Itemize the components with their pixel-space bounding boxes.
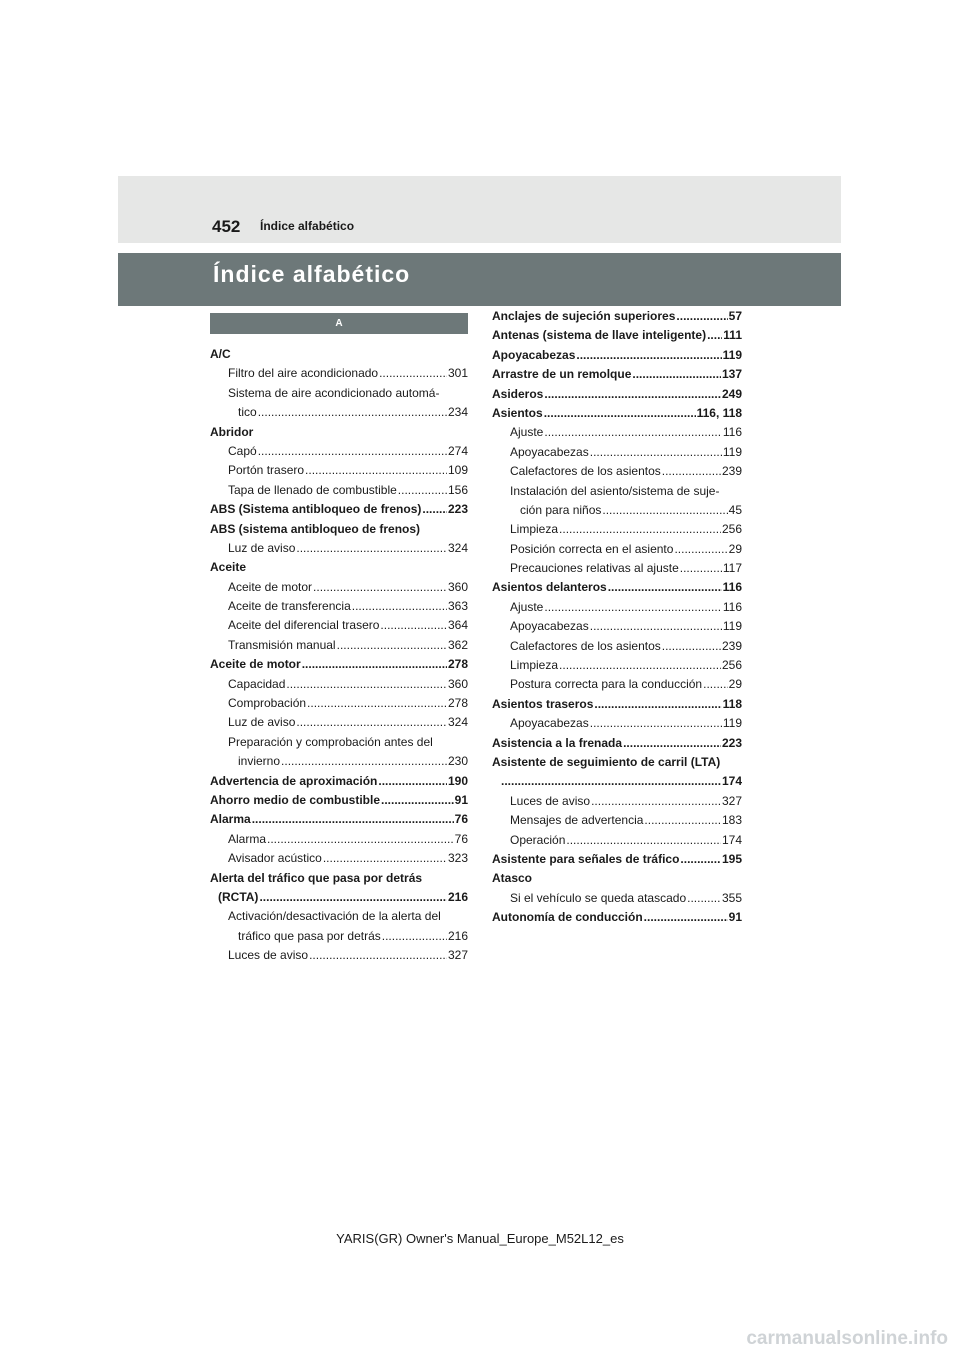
entry-page-number: 223: [447, 502, 468, 517]
dot-leader: [594, 695, 721, 714]
entry-label: Autonomía de conducción: [492, 910, 643, 925]
entry-page-number: 116: [722, 580, 742, 595]
entry-label: Asientos: [492, 405, 543, 420]
entry-label: invierno: [238, 754, 281, 769]
entry-page-number: 324: [447, 540, 468, 555]
entry-label: A/C: [210, 347, 231, 361]
entry-page-number: 117: [722, 561, 742, 576]
entry-label: Postura correcta para la conducción: [510, 677, 703, 692]
index-entry: [210, 713, 468, 732]
entry-label: Advertencia de aproximación: [210, 773, 378, 788]
dot-leader: [559, 656, 721, 675]
index-entry: [210, 946, 468, 965]
dot-leader: [544, 404, 696, 423]
entry-page-number: 174: [721, 774, 742, 789]
index-entry: [210, 384, 468, 403]
index-entry: [210, 694, 468, 713]
entry-label: Luz de aviso: [228, 540, 296, 555]
page-number: 452: [212, 217, 241, 236]
dot-leader: [544, 385, 721, 404]
index-entry: [492, 404, 742, 423]
dot-leader: [296, 713, 447, 732]
index-entry: [492, 578, 742, 597]
dot-leader: [286, 675, 447, 694]
entry-page-number: 230: [447, 754, 468, 769]
dot-leader: [381, 791, 454, 810]
entry-label: Asistente de seguimiento de carril (LTA): [492, 754, 721, 769]
entry-page-number: 360: [447, 676, 468, 691]
entry-label: Tapa de llenado de combustible: [228, 482, 397, 497]
entry-label: Capacidad: [228, 676, 286, 691]
entry-page-number: 119: [722, 444, 742, 459]
dot-leader: [676, 307, 727, 326]
entry-label: Avisador acústico: [228, 851, 322, 866]
index-entry: [210, 772, 468, 791]
index-entry: [492, 675, 742, 694]
dot-leader: [680, 850, 721, 869]
dot-leader: [281, 752, 447, 771]
entry-label: ción para niños: [520, 502, 602, 517]
dot-leader: [258, 403, 447, 422]
entry-label: Aceite de motor: [228, 579, 313, 594]
entry-page-number: 116: [722, 599, 742, 614]
entry-page-number: 91: [728, 910, 742, 925]
entry-page-number: 119: [722, 716, 742, 731]
entry-label: Limpieza: [510, 658, 559, 673]
dot-leader: [337, 636, 447, 655]
index-entry: [492, 772, 742, 791]
index-entry: [210, 733, 468, 752]
dot-leader: [680, 559, 722, 578]
index-entry: [210, 481, 468, 500]
entry-label: Transmisión manual: [228, 637, 336, 652]
entry-page-number: 274: [447, 443, 468, 458]
entry-label: Aceite de motor: [210, 657, 301, 672]
dot-leader: [576, 346, 721, 365]
entry-label: Ahorro medio de combustible: [210, 792, 381, 807]
index-entry: [210, 888, 468, 907]
entry-page-number: 323: [447, 851, 468, 866]
dot-leader: [674, 540, 727, 559]
index-entry: [210, 500, 468, 519]
entry-page-number: 45: [728, 502, 742, 517]
index-entry: [210, 442, 468, 461]
entry-page-number: 76: [454, 831, 468, 846]
index-entry: [492, 520, 742, 539]
entry-page-number: 29: [728, 677, 742, 692]
entry-label: Instalación del asiento/sistema de suje-: [510, 483, 720, 498]
index-entry: [492, 346, 742, 365]
entry-page-number: 223: [721, 735, 742, 750]
entry-page-number: 156: [447, 482, 468, 497]
entry-label: Apoyacabezas: [492, 347, 576, 362]
index-entry: [492, 869, 742, 888]
index-entry: [492, 695, 742, 714]
index-entry: [210, 364, 468, 383]
entry-label: tico: [238, 405, 257, 420]
entry-page-number: 249: [721, 386, 742, 401]
dot-leader: [422, 500, 447, 519]
dot-leader: [309, 946, 447, 965]
index-entry: [492, 559, 742, 578]
entry-page-number: 118: [722, 696, 742, 711]
index-entry: [492, 462, 742, 481]
entry-page-number: 137: [721, 367, 742, 382]
dot-leader: [380, 616, 447, 635]
index-entry: [492, 637, 742, 656]
entry-label: Ajuste: [510, 425, 544, 440]
index-entry: [492, 908, 742, 927]
entry-label: Asientos delanteros: [492, 580, 607, 595]
index-entry: [210, 655, 468, 674]
entry-page-number: 239: [721, 638, 742, 653]
entry-label: Asideros: [492, 386, 544, 401]
entry-label: Ajuste: [510, 599, 544, 614]
index-entry: [492, 753, 742, 772]
entry-label: Calefactores de los asientos: [510, 638, 661, 653]
index-entry: [210, 849, 468, 868]
footer-manual-id: YARIS(GR) Owner's Manual_Europe_M52L12_es: [336, 1231, 624, 1246]
entry-label: Aceite de transferencia: [228, 599, 351, 614]
index-entry: [210, 558, 468, 577]
index-entry: [210, 869, 468, 888]
header-section-title: Índice alfabético: [260, 219, 355, 233]
index-entry: [210, 791, 468, 810]
dot-leader: [252, 810, 454, 829]
entry-label: Aceite del diferencial trasero: [228, 618, 380, 633]
entry-label: Luz de aviso: [228, 715, 296, 730]
index-entry: [210, 810, 468, 829]
entry-page-number: 119: [722, 619, 742, 634]
entry-page-number: 183: [721, 813, 742, 828]
entry-label: Apoyacabezas: [510, 619, 589, 634]
entry-page-number: 278: [447, 696, 468, 711]
dot-leader: [267, 830, 454, 849]
entry-page-number: 355: [721, 890, 742, 905]
entry-page-number: 362: [447, 637, 468, 652]
entry-page-number: 327: [721, 793, 742, 808]
dot-leader: [352, 597, 447, 616]
dot-leader: [258, 442, 447, 461]
entry-page-number: 301: [447, 366, 468, 381]
dot-leader: [623, 734, 721, 753]
dot-leader: [259, 888, 447, 907]
index-entry: [210, 597, 468, 616]
entry-label: Comprobación: [228, 696, 307, 711]
index-entry: [210, 403, 468, 422]
index-entry: [210, 539, 468, 558]
index-entry: [492, 617, 742, 636]
index-column-left: [210, 345, 468, 966]
entry-label: Posición correcta en el asiento: [510, 541, 674, 556]
index-entry: [210, 423, 468, 442]
entry-page-number: 324: [447, 715, 468, 730]
index-entry: [492, 501, 742, 520]
entry-page-number: 278: [447, 657, 468, 672]
dot-leader: [644, 811, 721, 830]
entry-label: ABS (sistema antibloqueo de frenos): [210, 521, 421, 536]
entry-label: Abridor: [210, 424, 254, 439]
dot-leader: [644, 908, 728, 927]
entry-label: Operación: [510, 832, 566, 847]
index-entry: [492, 811, 742, 830]
dot-leader: [662, 462, 721, 481]
entry-label: Apoyacabezas: [510, 444, 589, 459]
index-entry: [492, 889, 742, 908]
entry-label: Antenas (sistema de llave inteligente): [492, 328, 707, 343]
entry-page-number: 239: [721, 464, 742, 479]
index-entry: [492, 385, 742, 404]
letter-heading: A: [210, 313, 468, 334]
index-column-right: [492, 307, 742, 928]
entry-page-number: 234: [447, 405, 468, 420]
index-entry: [210, 616, 468, 635]
index-entry: [492, 423, 742, 442]
entry-label: Luces de aviso: [510, 793, 591, 808]
dot-leader: [566, 831, 721, 850]
entry-page-number: 29: [728, 541, 742, 556]
index-entry: [492, 734, 742, 753]
entry-label: Alerta del tráfico que pasa por detrás: [210, 870, 423, 885]
index-entry: [210, 578, 468, 597]
entry-label: (RCTA): [218, 889, 259, 904]
entry-label: Si el vehículo se queda atascado: [510, 890, 687, 905]
entry-page-number: 364: [447, 618, 468, 633]
entry-page-number: 174: [721, 832, 742, 847]
index-entry: [492, 482, 742, 501]
dot-leader: [602, 501, 727, 520]
index-entry: [210, 520, 468, 539]
entry-label: Precauciones relativas al ajuste: [510, 561, 679, 576]
entry-label: Atasco: [492, 871, 533, 886]
entry-label: Asistente para señales de tráfico: [492, 851, 680, 866]
index-entry: [492, 598, 742, 617]
index-entry: [492, 326, 742, 345]
entry-label: Capó: [228, 443, 257, 458]
entry-label: ABS (Sistema antibloqueo de frenos): [210, 502, 422, 517]
index-entry: [210, 345, 468, 364]
entry-page-number: 327: [447, 948, 468, 963]
index-entry: [210, 461, 468, 480]
dot-leader: [559, 520, 721, 539]
entry-label: Anclajes de sujeción superiores: [492, 309, 676, 323]
entry-label: Calefactores de los asientos: [510, 464, 661, 479]
index-entry: [492, 656, 742, 675]
dot-leader: [398, 481, 447, 500]
dot-leader: [379, 364, 447, 383]
dot-leader: [501, 772, 721, 791]
dot-leader: [296, 539, 447, 558]
index-entry: [210, 830, 468, 849]
dot-leader: [305, 461, 447, 480]
entry-label: Filtro del aire acondicionado: [228, 366, 379, 381]
dot-leader: [590, 714, 722, 733]
entry-page-number: 195: [721, 851, 742, 866]
entry-label: Alarma: [210, 812, 251, 827]
page-title: Índice alfabético: [213, 261, 411, 287]
watermark: carmanualsonline.info: [746, 1328, 948, 1349]
entry-page-number: 57: [728, 309, 742, 323]
dot-leader: [307, 694, 447, 713]
entry-page-number: 216: [447, 889, 468, 904]
entry-label: Apoyacabezas: [510, 716, 589, 731]
entry-page-number: 119: [722, 347, 742, 362]
dot-leader: [544, 423, 722, 442]
entry-page-number: 111: [723, 328, 742, 343]
dot-leader: [707, 326, 722, 345]
index-entry: [210, 675, 468, 694]
index-entry: [210, 752, 468, 771]
entry-label: Asistencia a la frenada: [492, 735, 623, 750]
entry-label: Asientos traseros: [492, 696, 594, 711]
entry-page-number: 91: [454, 792, 468, 807]
dot-leader: [590, 617, 722, 636]
dot-leader: [591, 792, 721, 811]
entry-page-number: 360: [447, 579, 468, 594]
entry-label: Aceite: [210, 560, 247, 575]
index-entry: [492, 307, 742, 326]
entry-page-number: 116: [722, 425, 742, 440]
entry-page-number: 76: [454, 812, 468, 827]
entry-label: Sistema de aire acondicionado automá-: [228, 385, 440, 400]
entry-label: Arrastre de un remolque: [492, 367, 632, 382]
entry-label: Activación/desactivación de la alerta del: [228, 909, 441, 924]
dot-leader: [323, 849, 447, 868]
entry-label: Alarma: [228, 831, 267, 846]
dot-leader: [378, 772, 447, 791]
entry-page-number: 116, 118: [696, 405, 742, 420]
index-entry: [210, 927, 468, 946]
dot-leader: [687, 889, 721, 908]
entry-page-number: 256: [721, 522, 742, 537]
index-entry: [492, 792, 742, 811]
dot-leader: [382, 927, 447, 946]
index-entry: [492, 831, 742, 850]
index-entry: [492, 443, 742, 462]
index-entry: [492, 714, 742, 733]
index-entry: [210, 636, 468, 655]
index-entry: [492, 850, 742, 869]
entry-page-number: 109: [447, 463, 468, 478]
dot-leader: [632, 365, 721, 384]
index-entry: [492, 540, 742, 559]
dot-leader: [703, 675, 728, 694]
entry-page-number: 216: [447, 928, 468, 943]
index-entry: [210, 907, 468, 926]
dot-leader: [302, 655, 447, 674]
entry-page-number: 190: [447, 773, 468, 788]
entry-label: tráfico que pasa por detrás: [238, 928, 381, 943]
entry-page-number: 256: [721, 658, 742, 673]
entry-page-number: 363: [447, 599, 468, 614]
dot-leader: [544, 598, 722, 617]
dot-leader: [662, 637, 721, 656]
entry-label: Limpieza: [510, 522, 559, 537]
dot-leader: [313, 578, 447, 597]
entry-label: Luces de aviso: [228, 948, 309, 963]
dot-leader: [590, 443, 722, 462]
entry-label: Preparación y comprobación antes del: [228, 734, 433, 749]
dot-leader: [608, 578, 722, 597]
entry-label: Portón trasero: [228, 463, 305, 478]
index-entry: [492, 365, 742, 384]
entry-label: Mensajes de advertencia: [510, 813, 644, 828]
